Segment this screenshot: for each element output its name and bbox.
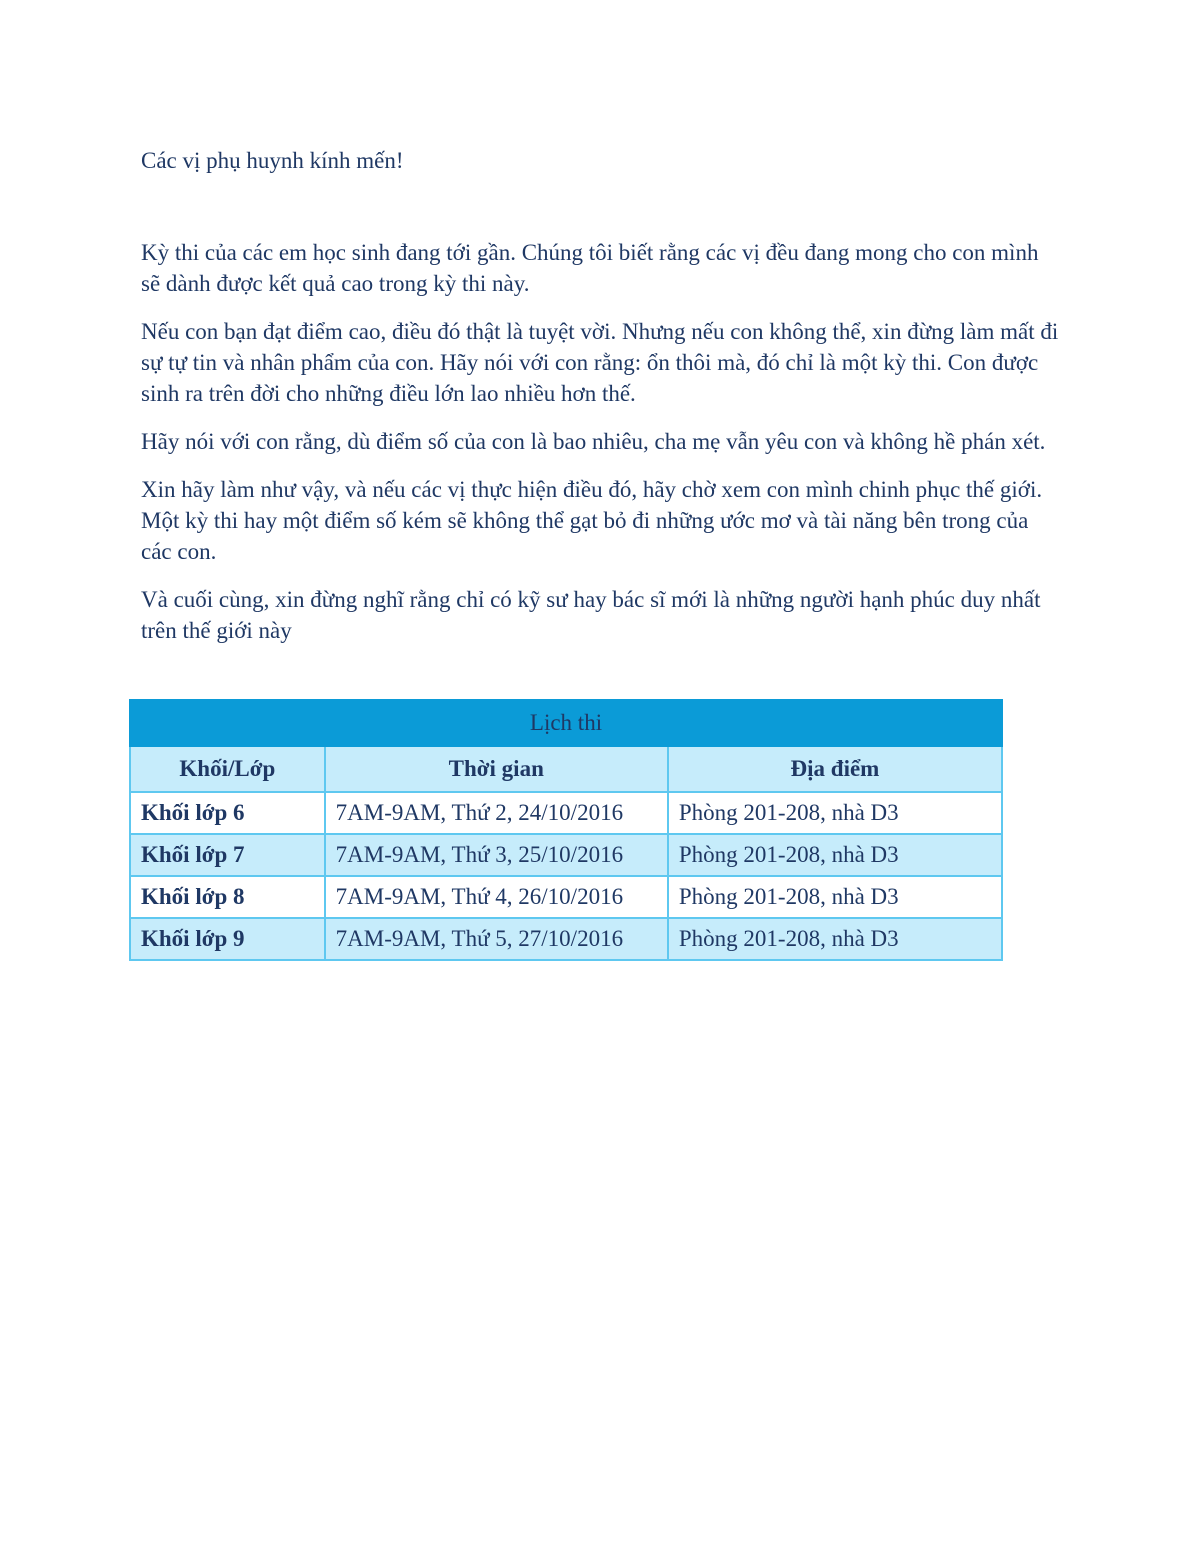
header-grade: Khối/Lớp [130,746,325,792]
table-row [130,918,1002,960]
paragraph-2: Nếu con bạn đạt điểm cao, điều đó thật là tuyệt vời. Nhưng nếu con không thể, xin đừng làm mất đi sự tự tin và nhân phẩm của con. Hãy nói với con rằng: ổn thôi mà, đó chỉ là một kỳ thi. Con được sinh ra trên đời cho những điều lớn lao nhiều hơn thế. [141,319,1059,406]
table-row [130,834,1002,876]
paragraph-3: Hãy nói với con rằng, dù điểm số của con là bao nhiêu, cha mẹ vẫn yêu con và không hề phán xét. [141,429,1046,454]
location-cell: Phòng 201-208, nhà D3 [668,792,1002,834]
exam-schedule-table [129,699,1003,961]
time-cell: 7AM-9AM, Thứ 4, 26/10/2016 [325,876,668,918]
letter-body [141,237,1061,663]
greeting: Các vị phụ huynh kính mến! [141,148,404,173]
table-row [130,792,1002,834]
table-header-row [130,746,1002,792]
paragraph-4: Xin hãy làm như vậy, và nếu các vị thực hiện điều đó, hãy chờ xem con mình chinh phục thế giới. Một kỳ thi hay một điểm số kém sẽ không thể gạt bỏ đi những ước mơ và tài năng bên trong của các con. [141,477,1043,564]
time-cell: 7AM-9AM, Thứ 3, 25/10/2016 [325,834,668,876]
header-time: Thời gian [325,746,668,792]
table-row [130,876,1002,918]
paragraph-5: Và cuối cùng, xin đừng nghĩ rằng chỉ có kỹ sư hay bác sĩ mới là những người hạnh phúc duy nhất trên thế giới này [141,587,1041,643]
table-title: Lịch thi [130,700,1002,746]
table-title-row [130,700,1002,746]
paragraph-1: Kỳ thi của các em học sinh đang tới gần. Chúng tôi biết rằng các vị đều đang mong cho con mình sẽ dành được kết quả cao trong kỳ thi này. [141,240,1039,296]
grade-cell: Khối lớp 9 [130,918,325,960]
location-cell: Phòng 201-208, nhà D3 [668,834,1002,876]
grade-cell: Khối lớp 6 [130,792,325,834]
time-cell: 7AM-9AM, Thứ 2, 24/10/2016 [325,792,668,834]
time-cell: 7AM-9AM, Thứ 5, 27/10/2016 [325,918,668,960]
grade-cell: Khối lớp 8 [130,876,325,918]
header-location: Địa điểm [668,746,1002,792]
location-cell: Phòng 201-208, nhà D3 [668,876,1002,918]
grade-cell: Khối lớp 7 [130,834,325,876]
location-cell: Phòng 201-208, nhà D3 [668,918,1002,960]
